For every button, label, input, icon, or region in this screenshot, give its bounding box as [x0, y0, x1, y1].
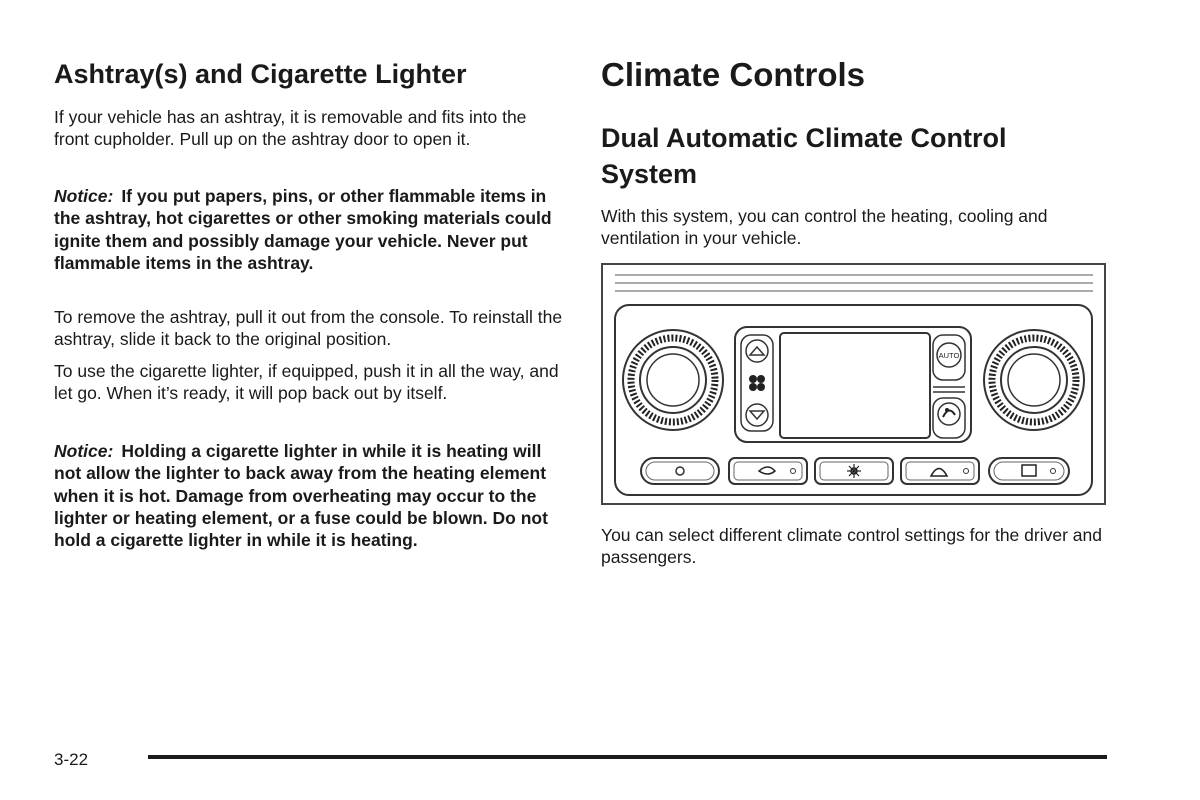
climate-control-panel-figure: [601, 263, 1106, 505]
section-heading-ashtray: Ashtray(s) and Cigarette Lighter: [54, 59, 467, 89]
footer-rule: [148, 755, 1107, 759]
notice-text: If you put papers, pins, or other flammable items in the ashtray, hot cigarettes or other smoking materials could ignite them and possibly damage your vehicle. Never put flammable items in the ashtray.: [54, 186, 552, 273]
notice-label: Notice:: [54, 441, 114, 461]
section-heading-climate: Dual Automatic Climate Control System: [601, 123, 1007, 189]
passenger-temperature-knob[interactable]: [984, 330, 1084, 430]
auto-label: AUTO: [938, 351, 960, 360]
notice-lighter: [54, 440, 564, 551]
recirculation-air-button[interactable]: [729, 458, 807, 484]
auto-button[interactable]: [937, 343, 961, 367]
climate-settings-paragraph: You can select different climate control settings for the driver and passengers.: [601, 525, 1102, 568]
climate-panel-illustration: [603, 265, 1104, 503]
ac-sun-icon: [847, 464, 861, 478]
rear-defrost-button[interactable]: [989, 458, 1069, 484]
notice-ashtray: [54, 185, 564, 274]
ashtray-paragraph: If your vehicle has an ashtray, it is removable and fits into the front cupholder. Pull up on the ashtray door to open it.: [54, 107, 527, 150]
power-button[interactable]: [641, 458, 719, 484]
remove-ashtray-paragraph: To remove the ashtray, pull it out from the console. To reinstall the ashtray, slide it back to the original position.: [54, 307, 563, 350]
down-arrow-icon[interactable]: [746, 404, 768, 426]
cigarette-lighter-paragraph: To use the cigarette lighter, if equipped, push it in all the way, and let go. When it’s ready, it will pop back out by itself.: [54, 361, 559, 404]
up-arrow-icon[interactable]: [746, 340, 768, 362]
recirculation-icon[interactable]: [938, 403, 960, 425]
notice-text: Holding a cigarette lighter in while it is heating will not allow the lighter to back away from the heating element when it is hot. Damage from overheating may occur to the lighter or heating element, or a fuse could be blown. Do not hold a cigarette lighter in while it is heating.: [54, 441, 548, 551]
notice-label: Notice:: [54, 186, 114, 206]
front-defrost-button[interactable]: [901, 458, 979, 484]
ac-button[interactable]: [815, 458, 893, 484]
display-screen: [780, 333, 930, 438]
driver-temperature-knob[interactable]: [623, 330, 723, 430]
power-icon: [676, 467, 684, 475]
page-title: Climate Controls: [601, 56, 866, 93]
climate-intro: With this system, you can control the heating, cooling and ventilation in your vehicle.: [601, 206, 1048, 249]
page-number: 3-22: [54, 750, 89, 769]
